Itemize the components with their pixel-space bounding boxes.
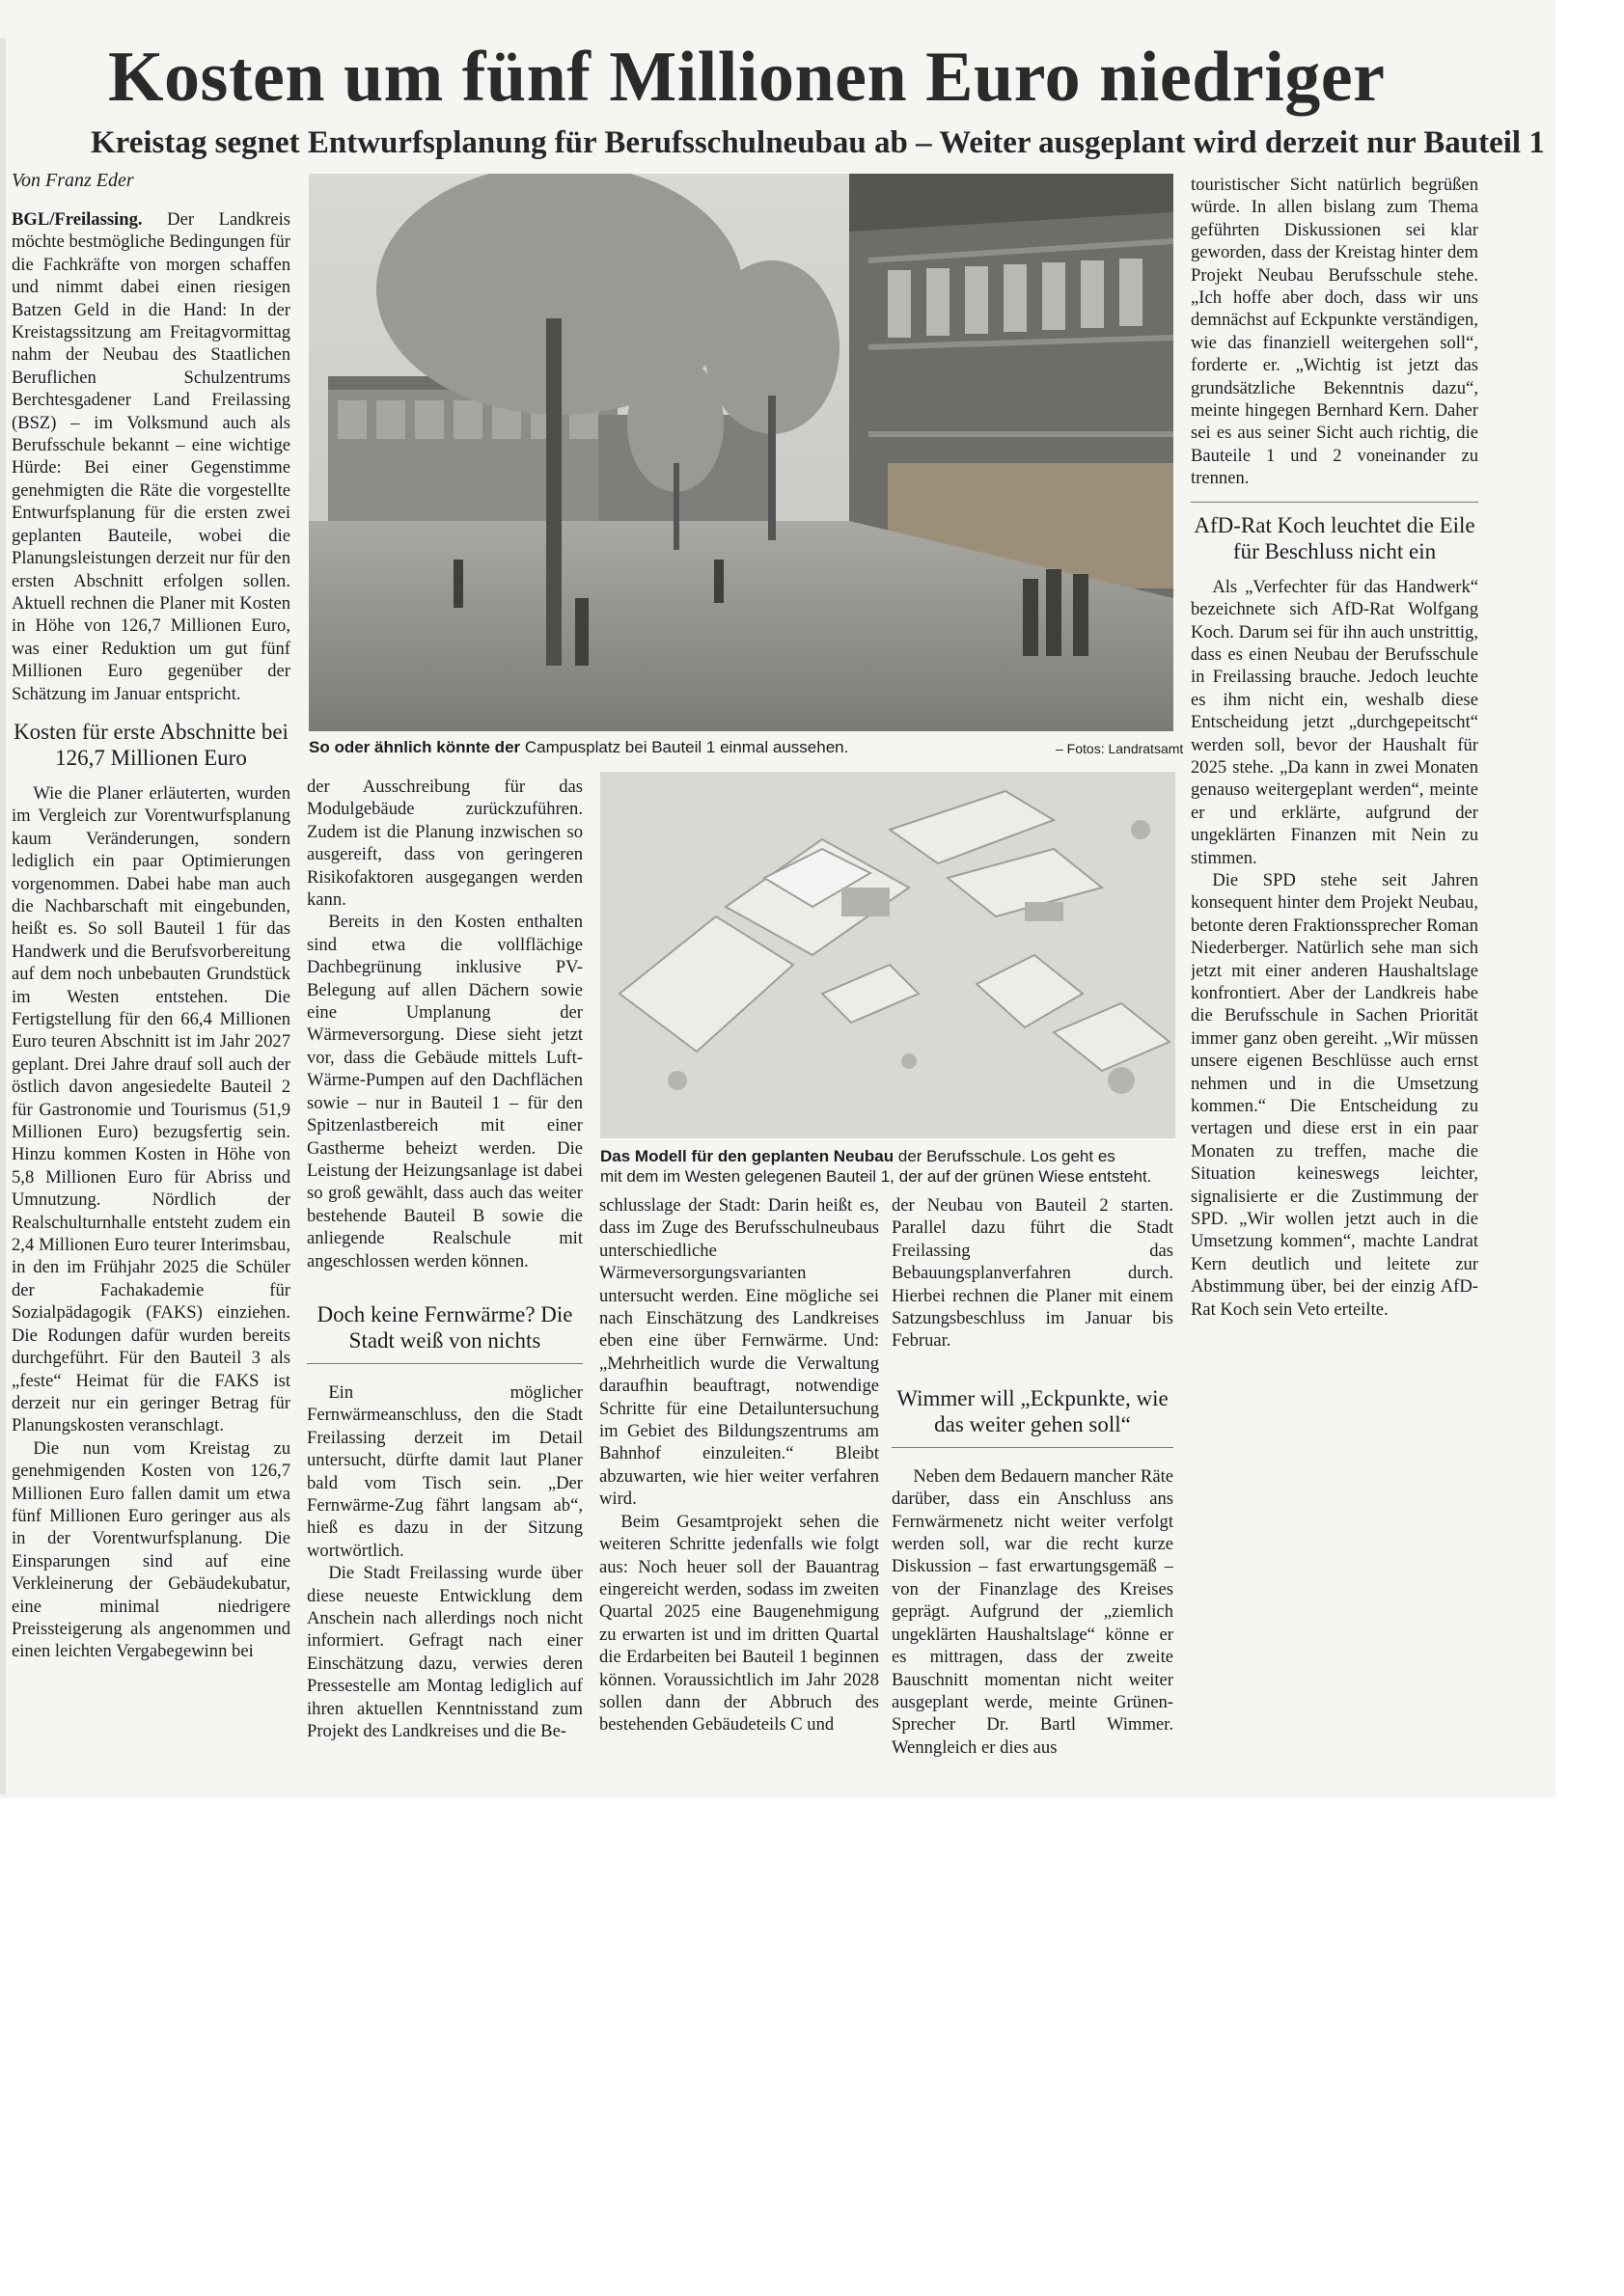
paragraph: Neben dem Bedauern mancher Räte darüber, dass ein Anschluss ans Fernwärmenetz nicht weiter verfolgt werden soll, war die recht kurze Diskussion – fast erwartungsgemäß – von der Finanzlage des Kreises geprägt. Aufgrund der „ziemlich ungeklärten Haushaltslage“ könne er es mittragen, dass der zweite Bauschnitt momentan nicht weiter ausgeplant werde, meinte Grünen-Sprecher Dr. Bartl Wimmer. Wenngleich er dies aus <box>892 1465 1173 1758</box>
headline: Kosten um fünf Millionen Euro niedriger <box>108 38 1386 117</box>
paragraph: der Neubau von Bauteil 2 starten. Parallel dazu führt die Stadt Freilassing das Bebauungsplanverfahren durch. Hierbei rechnen die Planer mit einem Satzungsbeschluss im Januar bis Februar. <box>892 1195 1173 1352</box>
section-heading-afd: AfD-Rat Koch leuchtet die Eile für Beschluss nicht ein <box>1191 502 1478 564</box>
paragraph: touristischer Sicht natürlich begrüßen würde. In allen bislang zum Thema geführten Diskussionen sei klar geworden, dass der Kreistag hinter dem Projekt Neubau Berufsschule stehe. „Ich hoffe aber doch, dass wir uns demnächst auf Eckpunkte verständigen, wie das finanziell weitergehen soll“, forderte er. „Wichtig ist jetzt das grundsätzliche Bekenntnis dazu“, meinte hingegen Bernhard Kern. Daher sei es aus seiner Sicht auch richtig, die Bauteile 1 und 2 voneinander zu trennen. <box>1191 175 1478 489</box>
section-heading-costs: Kosten für erste Abschnitte bei 126,7 Millionen Euro <box>14 719 289 770</box>
article-column-5 <box>1191 174 1478 1457</box>
byline: Von Franz Eder <box>12 170 134 191</box>
lead-paragraph <box>12 208 290 705</box>
article-column-3 <box>599 1194 879 1783</box>
scan-edge <box>0 39 6 1794</box>
photo-caption-campus <box>309 737 848 757</box>
section-heading-wimmer: Wimmer will „Eckpunkte, wie das weiter gehen soll“ <box>892 1385 1173 1448</box>
caption-text: der Berufsschule. Los geht es <box>894 1147 1115 1165</box>
paragraph: Beim Gesamtprojekt sehen die weiteren Schritte jedenfalls wie folgt aus: Noch heuer soll der Bauantrag eingereicht werden, sodass im zweiten Quartal 2025 eine Baugenehmigung zu erwarten ist und im dritten Quartal die Erdarbeiten bei Bauteil 1 beginnen können. Voraussichtlich im Jahr 2028 sollen dann der Abbruch des bestehenden Gebäudeteils C und <box>599 1511 879 1736</box>
paragraph: Als „Verfechter für das Handwerk“ bezeichnete sich AfD-Rat Wolfgang Koch. Darum sei für ihn auch unstrittig, dass es einen Neubau der Berufsschule in Freilassing brauche. Jedoch leuchte es ihm nicht ein, weshalb diese Entscheidung jetzt „durchgepeitscht“ werden soll, bevor der Haushalt für 2025 stehe. „Da kann in zwei Monaten genauso weitergeplant werden“, meinte er und erklärte, aufgrund der ungeklärten Finanzen mit Nein zu stimmen. <box>1191 576 1478 868</box>
paragraph: Die SPD stehe seit Jahren konsequent hinter dem Projekt Neubau, betonte deren Fraktionssprecher Roman Niederberger. Natürlich sehe man sich jetzt mit einer anderen Haushaltslage konfrontiert. Aber der Landkreis habe die Berufsschule in Sachen Priorität immer ganz oben gereiht. „Wir müssen unsere eigenen Beschlüsse auch ernst nehmen und in die Umsetzung kommen.“ Die Entscheidung zu vertagen und diese erst in ein paar Monaten zu treffen, mache die Situation keineswegs leichter, signalisierte er die Zustimmung der SPD. „Wir wollen jetzt auch in die Umsetzung kommen“, machte Landrat Kern deutlich und leitete zur Abstimmung über, bei der einzig AfD-Rat Koch sein Veto erteilte. <box>1191 869 1478 1320</box>
building-model-photo <box>600 772 1175 1138</box>
caption-bold: Das Modell für den geplanten Neubau <box>600 1147 895 1165</box>
caption-bold: So oder ähnlich könnte der <box>309 738 521 756</box>
paragraph: Bereits in den Kosten enthalten sind etwa die vollflächige Dachbegrünung inklusive PV-Belegung auf allen Dächern sowie eine Umplanung der Wärmeversorgung. Diese sieht jetzt vor, dass die Gebäude mittels Luft-Wärme-Pumpen auf den Dachflächen sowie – nur in Bauteil 1 – für den Spitzenlastbereich mit einer Gastherme beheizt werden. Die Leistung der Heizungsanlage ist dabei so groß gewählt, dass auch das weiter bestehende Bauteil B sowie die anliegende Realschule mit angeschlossen werden können. <box>307 912 583 1271</box>
paragraph: der Ausschreibung für das Modulgebäude zurückzuführen. Zudem ist die Planung inzwischen so ausgereift, dass von geringeren Risikofaktoren ausgegangen werden kann. <box>307 777 583 911</box>
article-column-4 <box>892 1194 1173 1783</box>
paragraph: Die nun vom Kreistag zu genehmigenden Kosten von 126,7 Millionen Euro fallen damit um etwa fünf Millionen Euro geringer aus als in der Vorentwurfsplanung. Die Einsparungen sind auf eine Verkleinerung der Gebäudekubatur, eine minimal niedrigere Preissteigerung als angenommen und einen leichten Vergabegewinn bei <box>12 1437 290 1662</box>
paragraph: Wie die Planer erläuterten, wurden im Vergleich zur Vorentwurfsplanung kaum Veränderungen, sondern lediglich ein paar Optimierungen vorgenommen. Dabei habe man auch die Nachbarschaft mit eingebunden, heißt es. So soll Bauteil 1 für das Handwerk und die Berufsvorbereitung auf dem noch unbebauten Grundstück im Westen entstehen. Die Fertigstellung für den 66,4 Millionen Euro teuren Abschnitt ist im Jahr 2027 geplant. Drei Jahre drauf soll auch der östlich davon angesiedelte Bauteil 2 für Gastronomie und Tourismus (51,9 Millionen Euro) bezugsfertig sein. Hinzu kommen Kosten in Höhe von 5,8 Millionen Euro für Abriss und Umnutzung. Nördlich der Realschulturnhalle entsteht zudem ein 2,4 Millionen Euro teurer Interimsbau, in den im Frühjahr 2025 die Schüler der Fachakademie für Sozialpädagogik (FAKS) einziehen. Die Rodungen dafür wurden bereits durchgeführt. Für den Bauteil 3 als „feste“ Heimat für die FAKS ist derzeit nur ein geringer Betrag für Planungskosten veranschlagt. <box>12 782 290 1436</box>
article-column-1 <box>12 208 290 1783</box>
paragraph: Die Stadt Freilassing wurde über diese neueste Entwicklung dem Anschein nach allerdings noch nicht informiert. Gefragt nach einer Einschätzung dazu, verwies deren Pressestelle am Montag lediglich auf ihren aktuellen Kenntnisstand zum Projekt des Landkreises und die Be- <box>307 1563 583 1742</box>
photo-caption-model <box>600 1146 1151 1187</box>
subheadline: Kreistag segnet Entwurfsplanung für Berufsschulneubau ab – Weiter ausgeplant wird derzeit nur Bauteil 1 <box>91 125 1545 160</box>
article-column-2 <box>307 776 583 1783</box>
campus-rendering-photo <box>309 174 1173 731</box>
section-heading-district-heating: Doch keine Fernwärme? Die Stadt weiß von nichts <box>307 1301 583 1364</box>
photo-credit: – Fotos: Landratsamt <box>1056 741 1184 756</box>
dateline: BGL/Freilassing. <box>12 209 143 230</box>
paragraph: schlusslage der Stadt: Darin heißt es, dass im Zuge des Berufsschulneubaus unterschiedliche Wärmeversorgungsvarianten untersucht werden. Eine mögliche sei nach Einschätzung des Landkreises eben eine über Fernwärme. Und: „Mehrheitlich wurde die Verwaltung daraufhin beauftragt, notwendige Schritte für eine Detailuntersuchung im Gebiet des Bildungszentrums am Bahnhof einzuleiten.“ Bleibt abzuwarten, wie hier weiter verfahren wird. <box>599 1195 879 1510</box>
caption-text-line-2: mit dem im Westen gelegenen Bauteil 1, der auf der grünen Wiese entsteht. <box>600 1167 1152 1186</box>
caption-text: Campusplatz bei Bauteil 1 einmal aussehen. <box>520 738 849 756</box>
paragraph: Ein möglicher Fernwärmeanschluss, den die Stadt Freilassing derzeit im Detail untersucht, dürfte damit laut Planer bald vom Tisch sein. „Der Fernwärme-Zug fährt langsam ab“, hieß es dazu in der Sitzung wortwörtlich. <box>307 1381 583 1561</box>
lead-text: Der Landkreis möchte bestmögliche Bedingungen für die Fachkräfte von morgen schaffen und nimmt dabei einen riesigen Batzen Geld in die Hand: In der Kreistagssitzung am Freitagvormittag nahm der Neubau des Staatlichen Beruflichen Schulzentrums Berchtesgadener Land Freilassing (BSZ) – im Volksmund auch als Berufsschule bekannt – eine wichtige Hürde: Bei einer Gegenstimme genehmigten die Räte die vorgestellte Entwurfsplanung für die ersten zwei geplanten Bauteile, wobei die Planungsleistungen derzeit nur für den ersten Abschnitt erfolgen sollen. Aktuell rechnen die Planer mit Kosten in Höhe von 126,7 Millionen Euro, was einer Reduktion um gut fünf Millionen Euro gegenüber der Schätzung im Januar entspricht. <box>12 209 290 704</box>
